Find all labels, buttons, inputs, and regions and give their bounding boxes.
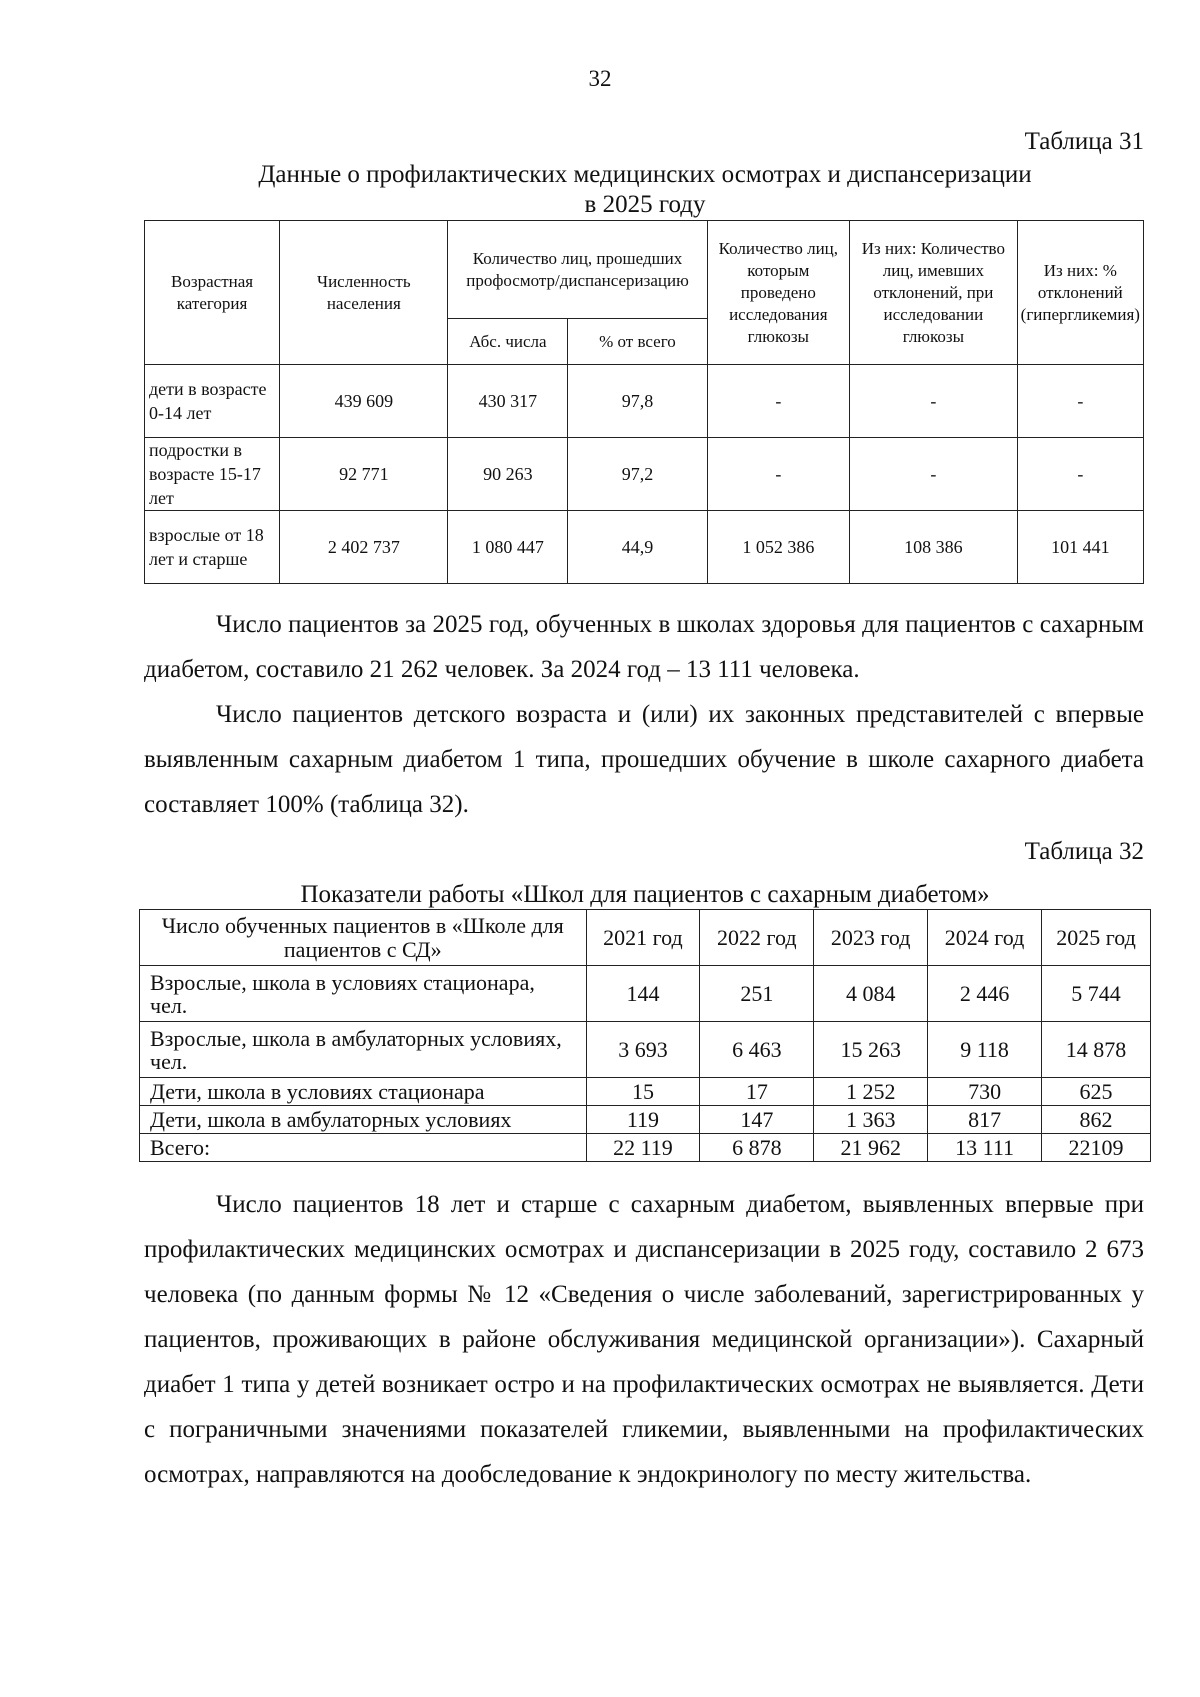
- header-deviations: Из них: Количество лиц, имевших отклонений, при исследовании глюкозы: [850, 221, 1018, 365]
- header-examined: Количество лиц, прошедших профосмотр/диспансеризацию: [448, 221, 707, 319]
- row-value: 2 446: [928, 966, 1042, 1022]
- row-value: 144: [586, 966, 700, 1022]
- row-value: 17: [700, 1078, 814, 1106]
- row-value: 147: [700, 1106, 814, 1134]
- row-value: 6 463: [700, 1022, 814, 1078]
- header-label: Число обученных пациентов в «Школе для пациентов с СД»: [140, 910, 587, 966]
- row-value: 1 252: [814, 1078, 928, 1106]
- header-year: 2021 год: [586, 910, 700, 966]
- row-hyperglycemia: -: [1017, 365, 1143, 438]
- row-value: 15 263: [814, 1022, 928, 1078]
- row-deviations: -: [850, 438, 1018, 511]
- row-value: 3 693: [586, 1022, 700, 1078]
- row-pct: 97,8: [568, 365, 707, 438]
- row-label: Дети, школа в амбулаторных условиях: [140, 1106, 587, 1134]
- paragraph-1: Число пациентов за 2025 год, обученных в школах здоровья для пациентов с сахарным диабетом, составило 21 262 человек. За 2024 год – 13 111 человека.: [144, 611, 1144, 683]
- row-value: 6 878: [700, 1134, 814, 1162]
- table-31-title: [0, 160, 1200, 220]
- row-category: подростки в возрасте 15-17 лет: [145, 438, 280, 511]
- table-row: [140, 966, 1151, 1022]
- header-pct: % от всего: [568, 319, 707, 365]
- row-pct: 44,9: [568, 511, 707, 584]
- table-31-title-line2: в 2025 году: [584, 191, 706, 218]
- row-value: 817: [928, 1106, 1042, 1134]
- row-deviations: 108 386: [850, 511, 1018, 584]
- table-31-title-line1: Данные о профилактических медицинских осмотрах и диспансеризации: [258, 161, 1032, 188]
- table-32-title: Показатели работы «Школ для пациентов с сахарным диабетом»: [300, 881, 990, 908]
- row-hyperglycemia: 101 441: [1017, 511, 1143, 584]
- header-year: 2023 год: [814, 910, 928, 966]
- row-label: Всего:: [140, 1134, 587, 1162]
- row-hyperglycemia: -: [1017, 438, 1143, 511]
- table-32-label: Таблица 32: [1024, 838, 1144, 865]
- row-label: Дети, школа в условиях стационара: [140, 1078, 587, 1106]
- row-value: 22109: [1042, 1134, 1151, 1162]
- row-value: 4 084: [814, 966, 928, 1022]
- row-category: взрослые от 18 лет и старше: [145, 511, 280, 584]
- row-value: 862: [1042, 1106, 1151, 1134]
- table-32: [139, 909, 1151, 1162]
- table-31: [144, 220, 1144, 584]
- row-value: 13 111: [928, 1134, 1042, 1162]
- header-abs: Абс. числа: [448, 319, 568, 365]
- header-category: Возрастная категория: [145, 221, 280, 365]
- row-category: дети в возрасте 0-14 лет: [145, 365, 280, 438]
- row-abs: 90 263: [448, 438, 568, 511]
- row-value: 1 363: [814, 1106, 928, 1134]
- row-value: 21 962: [814, 1134, 928, 1162]
- row-abs: 1 080 447: [448, 511, 568, 584]
- header-year: 2025 год: [1042, 910, 1151, 966]
- row-value: 5 744: [1042, 966, 1151, 1022]
- row-population: 92 771: [280, 438, 448, 511]
- row-population: 439 609: [280, 365, 448, 438]
- page-number: 32: [588, 66, 612, 91]
- row-pct: 97,2: [568, 438, 707, 511]
- row-population: 2 402 737: [280, 511, 448, 584]
- table-row: [145, 365, 1144, 438]
- paragraph-3: Число пациентов 18 лет и старше с сахарным диабетом, выявленных впервые при профилактических медицинских осмотрах и диспансеризации в 2025 году, составило 2 673 человека (по данным формы № 12 «Сведения о числе заболеваний, зарегистрированных у пациентов, проживающих в районе обслуживания медицинской организации»). Сахарный диабет 1 типа у детей возникает остро и на профилактических осмотрах не выявляется. Дети с пограничными значениями показателей гликемии, выявленными на профилактических осмотрах, направляются на дообследование к эндокринологу по месту жительства.: [144, 1191, 1144, 1488]
- row-glucose-tested: -: [707, 365, 850, 438]
- row-value: 730: [928, 1078, 1042, 1106]
- row-abs: 430 317: [448, 365, 568, 438]
- header-glucose-tested: Количество лиц, которым проведено исследования глюкозы: [707, 221, 850, 365]
- row-value: 15: [586, 1078, 700, 1106]
- table-row: [140, 1022, 1151, 1078]
- row-deviations: -: [850, 365, 1018, 438]
- table-row: [140, 1106, 1151, 1134]
- table-row-total: [140, 1134, 1151, 1162]
- header-hyperglycemia: Из них: % отклонений (гипергликемия): [1017, 221, 1143, 365]
- table-row: [140, 1078, 1151, 1106]
- row-value: 9 118: [928, 1022, 1042, 1078]
- table-row: [145, 438, 1144, 511]
- row-value: 14 878: [1042, 1022, 1151, 1078]
- table-31-label: Таблица 31: [1024, 128, 1144, 155]
- row-label: Взрослые, школа в условиях стационара, чел.: [140, 966, 587, 1022]
- header-year: 2024 год: [928, 910, 1042, 966]
- header-population: Численность населения: [280, 221, 448, 365]
- table-row: [145, 511, 1144, 584]
- row-value: 251: [700, 966, 814, 1022]
- row-glucose-tested: -: [707, 438, 850, 511]
- row-value: 119: [586, 1106, 700, 1134]
- row-value: 625: [1042, 1078, 1151, 1106]
- paragraph-2: Число пациентов детского возраста и (или) их законных представителей с впервые выявленным сахарным диабетом 1 типа, прошедших обучение в школе сахарного диабета составляет 100% (таблица 32).: [144, 701, 1144, 818]
- row-glucose-tested: 1 052 386: [707, 511, 850, 584]
- header-year: 2022 год: [700, 910, 814, 966]
- row-label: Взрослые, школа в амбулаторных условиях, чел.: [140, 1022, 587, 1078]
- row-value: 22 119: [586, 1134, 700, 1162]
